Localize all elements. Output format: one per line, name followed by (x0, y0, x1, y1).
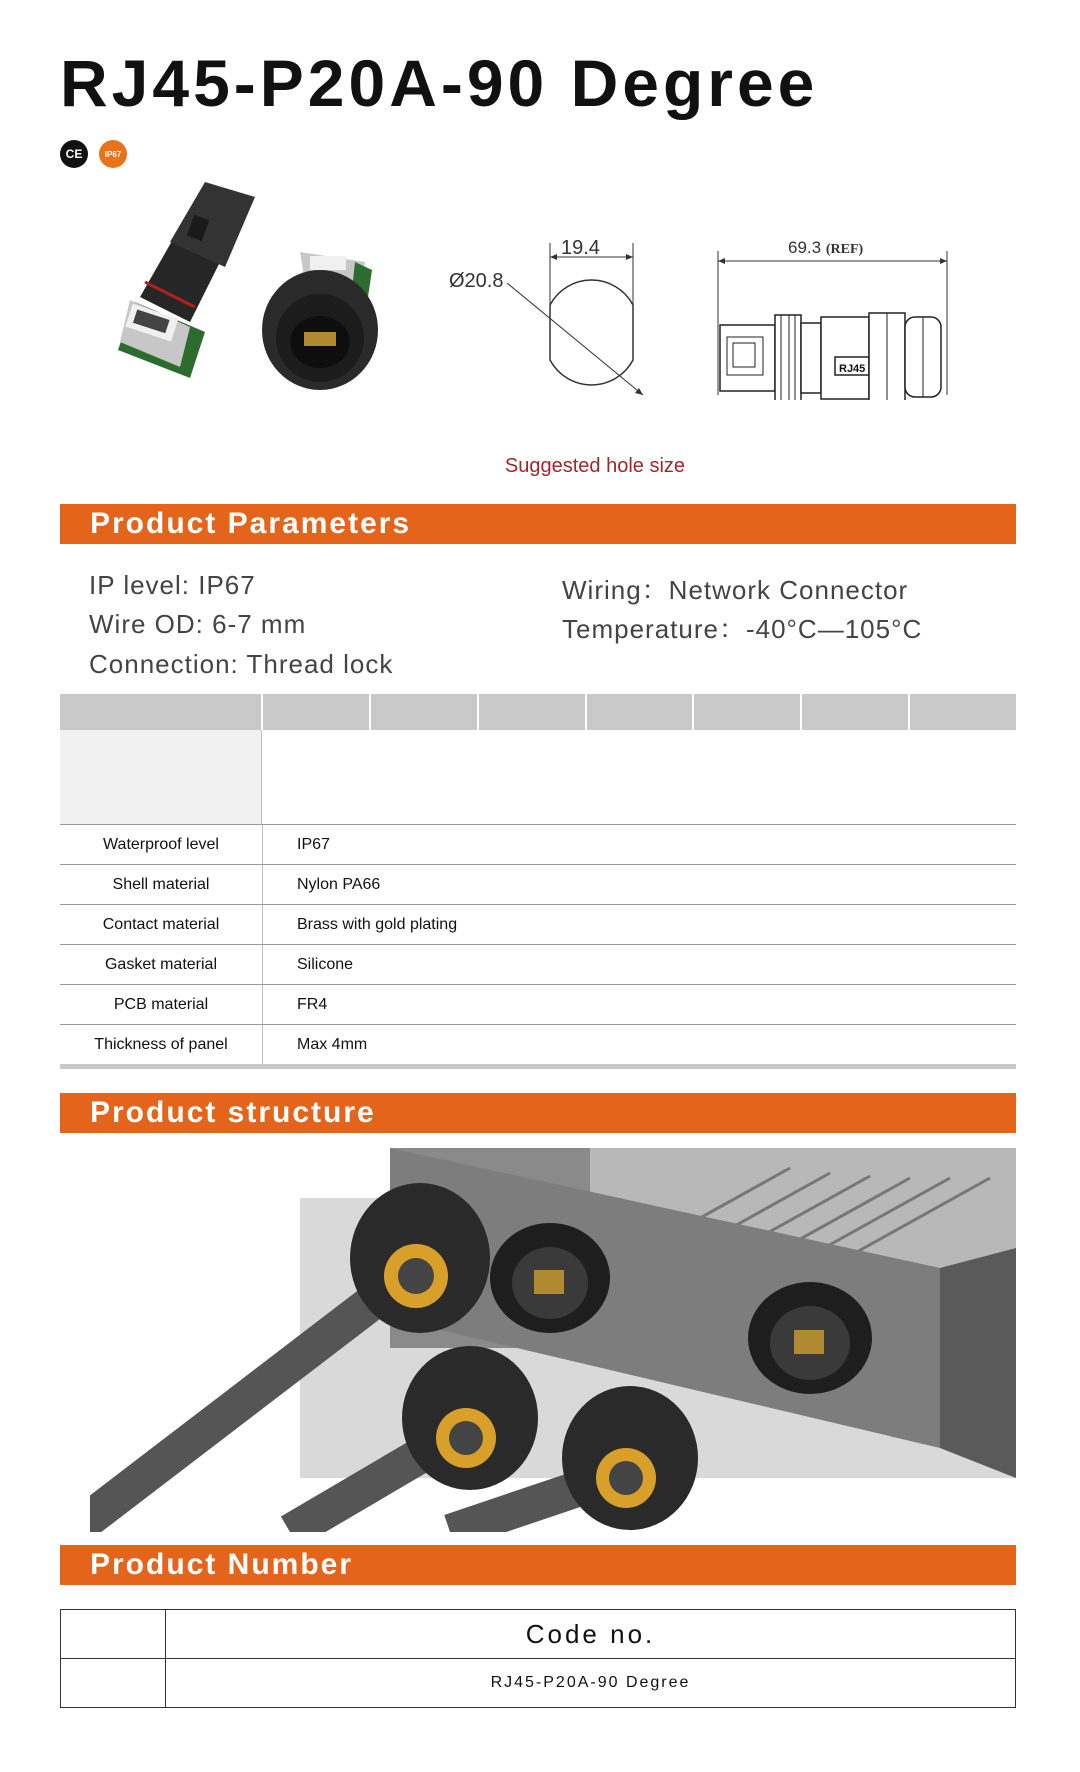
param-wire-od: Wire OD: 6-7 mm (89, 609, 307, 639)
section-product-number: Product Number (60, 1545, 1016, 1585)
header-cell (802, 694, 908, 730)
param-connection: Connection: Thread lock (89, 649, 394, 679)
spec-label: PCB material (60, 985, 263, 1025)
spec-label: Waterproof level (60, 825, 263, 865)
panel-connector-image (262, 252, 378, 390)
spec-value: Brass with gold plating (263, 905, 1017, 945)
header-cell (479, 694, 585, 730)
section-product-structure: Product structure (60, 1093, 1016, 1133)
ref-note: (REF) (825, 242, 864, 257)
code-header: Code no. (166, 1610, 1016, 1659)
table-row (60, 865, 1016, 905)
param-wiring: Wiring：Network Connector (562, 575, 909, 605)
param-temperature: Temperature：-40°C—105°C (562, 614, 923, 644)
rj45-marking: RJ45 (839, 363, 866, 375)
spec-value: FR4 (263, 985, 1017, 1025)
section-product-parameters: Product Parameters (60, 504, 1016, 544)
spec-table-image-row (60, 730, 1016, 825)
header-cell (263, 694, 369, 730)
header-cell (371, 694, 477, 730)
spec-value: IP67 (263, 825, 1017, 865)
spec-table (60, 825, 1016, 1069)
straight-connector-image (118, 182, 255, 378)
page-title: RJ45-P20A-90 Degree (60, 46, 819, 120)
side-view-drawing (715, 245, 960, 400)
table-row (61, 1610, 1016, 1659)
spec-label: Gasket material (60, 945, 263, 985)
header-cell (910, 694, 1016, 730)
hole-caption: Suggested hole size (504, 455, 686, 477)
spec-table-header (60, 694, 1016, 730)
table-row (60, 1025, 1016, 1067)
spec-value: Max 4mm (263, 1025, 1017, 1067)
spec-value: Nylon PA66 (263, 865, 1017, 905)
product-number-table (60, 1609, 1016, 1708)
header-cell (694, 694, 800, 730)
ce-mark-icon: CE (60, 140, 88, 168)
table-row (60, 945, 1016, 985)
table-row (61, 1659, 1016, 1708)
param-ip-level: IP level: IP67 (89, 570, 256, 600)
hole-size-drawing (445, 235, 655, 410)
spec-label: Contact material (60, 905, 263, 945)
hole-width-dimension: 19.4 (561, 237, 600, 259)
table-row (60, 905, 1016, 945)
code-value: RJ45-P20A-90 Degree (166, 1659, 1016, 1708)
overall-length-dimension: 69.3 (788, 238, 822, 257)
ip67-badge-icon: IP67 (99, 140, 127, 168)
header-cell (587, 694, 693, 730)
header-cell (60, 694, 261, 730)
spec-label: Shell material (60, 865, 263, 905)
spec-value: Silicone (263, 945, 1017, 985)
table-row (60, 985, 1016, 1025)
hole-diameter-dimension: Ø20.8 (449, 270, 504, 292)
spec-label: Thickness of panel (60, 1025, 263, 1067)
table-row (60, 825, 1016, 865)
product-images (110, 182, 420, 397)
product-structure-image (90, 1148, 1016, 1532)
